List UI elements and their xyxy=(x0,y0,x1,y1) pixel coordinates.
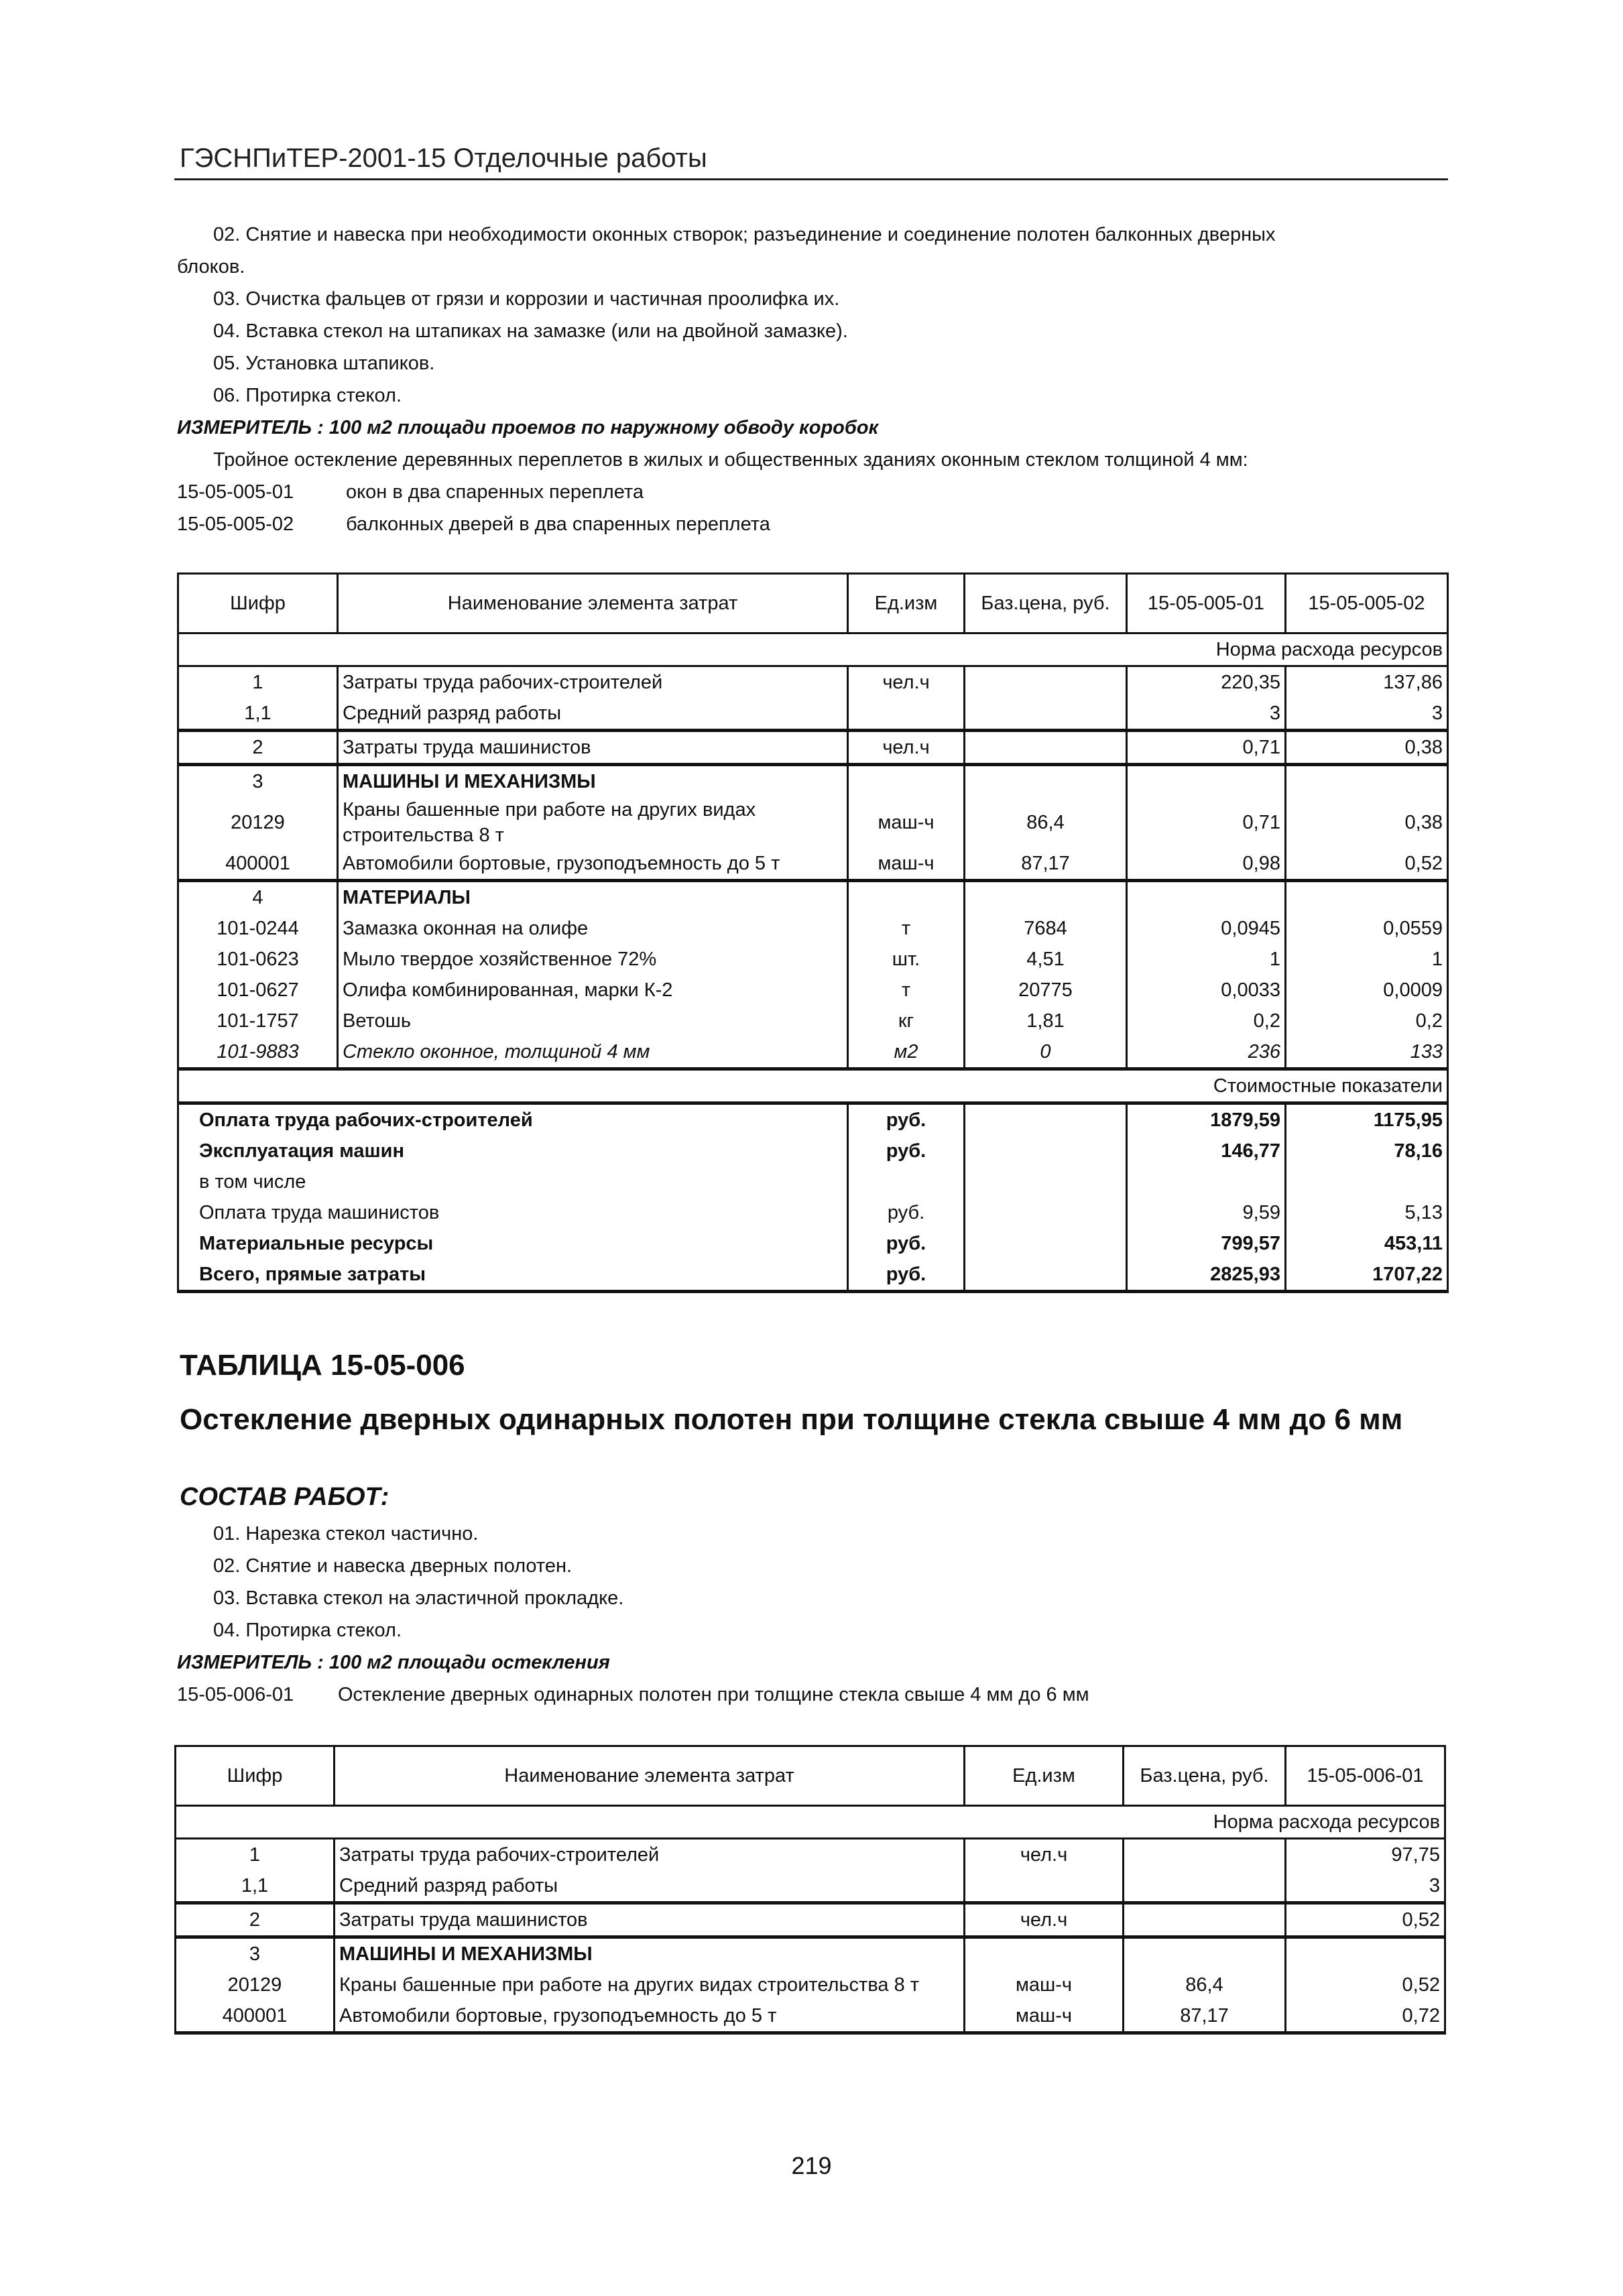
unit-cell xyxy=(848,698,965,731)
table-row xyxy=(178,1166,1448,1197)
column-header: 15-05-005-02 xyxy=(1286,574,1448,633)
value-cell: 97,75 xyxy=(1286,1839,1445,1871)
unit-cell: т xyxy=(848,975,965,1006)
name-cell: Ветошь xyxy=(338,1006,848,1036)
value-cell xyxy=(1127,881,1286,914)
table-row xyxy=(178,1036,1448,1069)
price-cell xyxy=(965,1166,1127,1197)
value-cell: 0,52 xyxy=(1286,1903,1445,1937)
section-title: Остекление дверных одинарных полотен при толщине стекла свыше 4 мм до 6 мм xyxy=(180,1403,1403,1436)
unit-cell: чел.ч xyxy=(965,1903,1124,1937)
name-cell: Затраты труда машинистов xyxy=(338,731,848,765)
code: 15-05-005-02 xyxy=(177,513,294,535)
table-row xyxy=(178,765,1448,798)
resource-table-15-05-006 xyxy=(174,1745,1446,2035)
price-cell xyxy=(965,1259,1127,1292)
table-row xyxy=(176,1806,1445,1839)
name-cell: Средний разряд работы xyxy=(335,1870,965,1903)
unit-cell: руб. xyxy=(848,1228,965,1259)
value-cell xyxy=(1286,765,1448,798)
table-row xyxy=(178,881,1448,914)
cost-name-cell: Оплата труда машинистов xyxy=(178,1197,848,1228)
cost-name-cell: Всего, прямые затраты xyxy=(178,1259,848,1292)
unit-cell: руб. xyxy=(848,1259,965,1292)
page-number: 219 xyxy=(791,2152,832,2179)
code-cell: 2 xyxy=(178,731,338,765)
table-row xyxy=(178,1006,1448,1036)
value-cell: 0,2 xyxy=(1286,1006,1448,1036)
work-item: 05. Установка штапиков. xyxy=(213,353,435,374)
code-cell: 1 xyxy=(178,666,338,699)
value-cell: 133 xyxy=(1286,1036,1448,1069)
price-cell xyxy=(1124,1870,1286,1903)
price-cell: 0 xyxy=(965,1036,1127,1069)
work-item: 02. Снятие и навеска дверных полотен. xyxy=(213,1555,573,1577)
price-cell: 86,4 xyxy=(965,797,1127,848)
table-row xyxy=(176,1937,1445,1970)
section1-text xyxy=(177,219,1275,540)
unit-cell: маш-ч xyxy=(965,2000,1124,2033)
value-cell: 2825,93 xyxy=(1127,1259,1286,1292)
name-cell: Затраты труда рабочих-строителей xyxy=(338,666,848,699)
value-cell: 0,71 xyxy=(1127,731,1286,765)
code-cell: 2 xyxy=(176,1903,335,1937)
price-cell xyxy=(965,666,1127,699)
code-desc: Остекление дверных одинарных полотен при толщине стекла свыше 4 мм до 6 мм xyxy=(338,1684,1089,1705)
table-row xyxy=(178,574,1448,633)
code-cell: 20129 xyxy=(178,797,338,848)
table-row xyxy=(176,1746,1445,1806)
code-line xyxy=(177,508,1275,540)
value-cell xyxy=(1127,765,1286,798)
price-cell xyxy=(965,731,1127,765)
code-cell: 1,1 xyxy=(176,1870,335,1903)
code-cell: 101-0627 xyxy=(178,975,338,1006)
price-cell: 7684 xyxy=(965,913,1127,944)
name-cell: Затраты труда машинистов xyxy=(335,1903,965,1937)
price-cell: 87,17 xyxy=(965,848,1127,881)
table-row xyxy=(178,1136,1448,1166)
value-cell: 799,57 xyxy=(1127,1228,1286,1259)
table-row xyxy=(178,1103,1448,1136)
unit-cell xyxy=(965,1870,1124,1903)
code-cell: 3 xyxy=(176,1937,335,1970)
code-line xyxy=(177,1679,1089,1711)
price-cell xyxy=(965,1228,1127,1259)
value-cell: 1707,22 xyxy=(1286,1259,1448,1292)
value-cell: 220,35 xyxy=(1127,666,1286,699)
unit-cell: маш-ч xyxy=(965,1970,1124,2000)
table-row xyxy=(178,698,1448,731)
code: 15-05-005-01 xyxy=(177,481,294,503)
value-cell: 0,0559 xyxy=(1286,913,1448,944)
table-row xyxy=(178,1228,1448,1259)
table-row xyxy=(178,913,1448,944)
code-cell: 101-1757 xyxy=(178,1006,338,1036)
unit-cell: т xyxy=(848,913,965,944)
table-row xyxy=(178,944,1448,975)
section2-text xyxy=(177,1518,1089,1711)
unit-cell xyxy=(848,765,965,798)
code-desc: окон в два спаренных переплета xyxy=(346,481,644,503)
table-row xyxy=(178,975,1448,1006)
column-header: 15-05-005-01 xyxy=(1127,574,1286,633)
name-cell: МАШИНЫ И МЕХАНИЗМЫ xyxy=(338,765,848,798)
value-cell: 1175,95 xyxy=(1286,1103,1448,1136)
name-cell: Автомобили бортовые, грузоподъемность до 5 т xyxy=(338,848,848,881)
code-cell: 101-0244 xyxy=(178,913,338,944)
name-cell: Стекло оконное, толщиной 4 мм xyxy=(338,1036,848,1069)
unit-cell: чел.ч xyxy=(965,1839,1124,1871)
name-cell: Автомобили бортовые, грузоподъемность до 5 т xyxy=(335,2000,965,2033)
column-header: 15-05-006-01 xyxy=(1286,1746,1445,1806)
unit-cell xyxy=(965,1937,1124,1970)
name-cell: Краны башенные при работе на других видах строительства 8 т xyxy=(335,1970,965,2000)
price-cell: 20775 xyxy=(965,975,1127,1006)
table-row xyxy=(178,848,1448,881)
price-cell xyxy=(965,1136,1127,1166)
value-cell: 5,13 xyxy=(1286,1197,1448,1228)
cost-name-cell: Материальные ресурсы xyxy=(178,1228,848,1259)
price-cell xyxy=(965,881,1127,914)
value-cell: 0,98 xyxy=(1127,848,1286,881)
value-cell: 0,52 xyxy=(1286,848,1448,881)
table-row xyxy=(176,1839,1445,1871)
cost-name-cell: в том числе xyxy=(178,1166,848,1197)
table-row xyxy=(176,1903,1445,1937)
work-item: 04. Вставка стекол на штапиках на замазке (или на двойной замазке). xyxy=(213,320,848,342)
name-cell: Замазка оконная на олифе xyxy=(338,913,848,944)
table-row xyxy=(178,731,1448,765)
value-cell: 0,0945 xyxy=(1127,913,1286,944)
value-cell: 0,38 xyxy=(1286,731,1448,765)
work-item: 06. Протирка стекол. xyxy=(213,385,402,406)
value-cell: 0,0009 xyxy=(1286,975,1448,1006)
unit-cell: чел.ч xyxy=(848,666,965,699)
cost-label: Стоимостные показатели xyxy=(178,1069,1448,1103)
cost-name-cell: Эксплуатация машин xyxy=(178,1136,848,1166)
name-cell: Средний разряд работы xyxy=(338,698,848,731)
table-title: ТАБЛИЦА 15-05-006 xyxy=(180,1349,465,1382)
value-cell: 0,71 xyxy=(1127,797,1286,848)
price-cell: 86,4 xyxy=(1124,1970,1286,2000)
value-cell: 1879,59 xyxy=(1127,1103,1286,1136)
work-item: 04. Протирка стекол. xyxy=(213,1620,402,1641)
intro-line: Тройное остекление деревянных переплетов в жилых и общественных зданиях оконным стеклом толщиной 4 мм: xyxy=(213,449,1248,471)
value-cell: 137,86 xyxy=(1286,666,1448,699)
column-header: Баз.цена, руб. xyxy=(965,574,1127,633)
name-cell: Затраты труда рабочих-строителей xyxy=(335,1839,965,1871)
value-cell: 146,77 xyxy=(1127,1136,1286,1166)
value-cell: 3 xyxy=(1286,698,1448,731)
price-cell: 4,51 xyxy=(965,944,1127,975)
norm-label: Норма расхода ресурсов xyxy=(178,633,1448,666)
value-cell: 3 xyxy=(1127,698,1286,731)
name-cell: МАШИНЫ И МЕХАНИЗМЫ xyxy=(335,1937,965,1970)
running-header: ГЭСНПиТЕР-2001-15 Отделочные работы xyxy=(180,143,707,173)
value-cell: 1 xyxy=(1127,944,1286,975)
value-cell: 0,38 xyxy=(1286,797,1448,848)
code-cell: 400001 xyxy=(176,2000,335,2033)
value-cell: 9,59 xyxy=(1127,1197,1286,1228)
unit-cell: руб. xyxy=(848,1197,965,1228)
code-cell: 101-9883 xyxy=(178,1036,338,1069)
value-cell: 236 xyxy=(1127,1036,1286,1069)
column-header: Ед.изм xyxy=(848,574,965,633)
code-cell: 101-0623 xyxy=(178,944,338,975)
value-cell xyxy=(1286,1166,1448,1197)
value-cell: 0,72 xyxy=(1286,2000,1445,2033)
code-cell: 20129 xyxy=(176,1970,335,2000)
unit-cell xyxy=(848,881,965,914)
price-cell xyxy=(965,1197,1127,1228)
value-cell: 3 xyxy=(1286,1870,1445,1903)
resource-table-15-05-005 xyxy=(177,572,1449,1293)
price-cell xyxy=(965,1103,1127,1136)
unit-cell: шт. xyxy=(848,944,965,975)
unit-cell: руб. xyxy=(848,1136,965,1166)
code-desc: балконных дверей в два спаренных переплета xyxy=(346,513,770,535)
header-rule xyxy=(174,178,1448,180)
value-cell xyxy=(1286,881,1448,914)
column-header: Шифр xyxy=(176,1746,335,1806)
work-item: 02. Снятие и навеска при необходимости оконных створок; разъединение и соединение полотен балконных дверных xyxy=(213,224,1276,245)
price-cell xyxy=(1124,1903,1286,1937)
unit-cell: чел.ч xyxy=(848,731,965,765)
name-cell: Мыло твердое хозяйственное 72% xyxy=(338,944,848,975)
value-cell: 1 xyxy=(1286,944,1448,975)
column-header: Баз.цена, руб. xyxy=(1124,1746,1286,1806)
code-cell: 1 xyxy=(176,1839,335,1871)
column-header: Наименование элемента затрат xyxy=(338,574,848,633)
name-cell: Краны башенные при работе на других видах строительства 8 т xyxy=(338,797,848,848)
price-cell xyxy=(1124,1937,1286,1970)
name-cell: МАТЕРИАЛЫ xyxy=(338,881,848,914)
table-row xyxy=(178,1197,1448,1228)
unit-cell: м2 xyxy=(848,1036,965,1069)
table-row xyxy=(178,1259,1448,1292)
code-cell: 3 xyxy=(178,765,338,798)
price-cell xyxy=(965,698,1127,731)
price-cell: 87,17 xyxy=(1124,2000,1286,2033)
value-cell: 0,52 xyxy=(1286,1970,1445,2000)
value-cell: 0,2 xyxy=(1127,1006,1286,1036)
column-header: Наименование элемента затрат xyxy=(335,1746,965,1806)
price-cell: 1,81 xyxy=(965,1006,1127,1036)
value-cell: 0,0033 xyxy=(1127,975,1286,1006)
works-heading: СОСТАВ РАБОТ: xyxy=(180,1483,389,1511)
code-cell: 400001 xyxy=(178,848,338,881)
unit-cell: маш-ч xyxy=(848,797,965,848)
table-row xyxy=(178,633,1448,666)
work-item: блоков. xyxy=(177,256,245,278)
work-item: 03. Вставка стекол на эластичной прокладке. xyxy=(213,1587,624,1609)
work-item: 03. Очистка фальцев от грязи и коррозии и частичная проолифка их. xyxy=(213,288,840,310)
cost-name-cell: Оплата труда рабочих-строителей xyxy=(178,1103,848,1136)
meter-line: ИЗМЕРИТЕЛЬ : 100 м2 площади остекления xyxy=(177,1652,610,1673)
unit-cell: маш-ч xyxy=(848,848,965,881)
price-cell xyxy=(1124,1839,1286,1871)
unit-cell: руб. xyxy=(848,1103,965,1136)
value-cell xyxy=(1286,1937,1445,1970)
unit-cell: кг xyxy=(848,1006,965,1036)
code-cell: 4 xyxy=(178,881,338,914)
column-header: Шифр xyxy=(178,574,338,633)
table-row xyxy=(176,2000,1445,2033)
norm-label: Норма расхода ресурсов xyxy=(176,1806,1445,1839)
table-row xyxy=(178,797,1448,848)
code-cell: 1,1 xyxy=(178,698,338,731)
table-row xyxy=(176,1970,1445,2000)
value-cell: 78,16 xyxy=(1286,1136,1448,1166)
meter-line: ИЗМЕРИТЕЛЬ : 100 м2 площади проемов по наружному обводу коробок xyxy=(177,417,879,438)
name-cell: Олифа комбинированная, марки К-2 xyxy=(338,975,848,1006)
table-row xyxy=(178,666,1448,699)
price-cell xyxy=(965,765,1127,798)
value-cell xyxy=(1127,1166,1286,1197)
table-row xyxy=(178,1069,1448,1103)
table-row xyxy=(176,1870,1445,1903)
work-item: 01. Нарезка стекол частично. xyxy=(213,1523,479,1545)
code-line xyxy=(177,476,1275,508)
unit-cell xyxy=(848,1166,965,1197)
code: 15-05-006-01 xyxy=(177,1684,294,1705)
value-cell: 453,11 xyxy=(1286,1228,1448,1259)
column-header: Ед.изм xyxy=(965,1746,1124,1806)
